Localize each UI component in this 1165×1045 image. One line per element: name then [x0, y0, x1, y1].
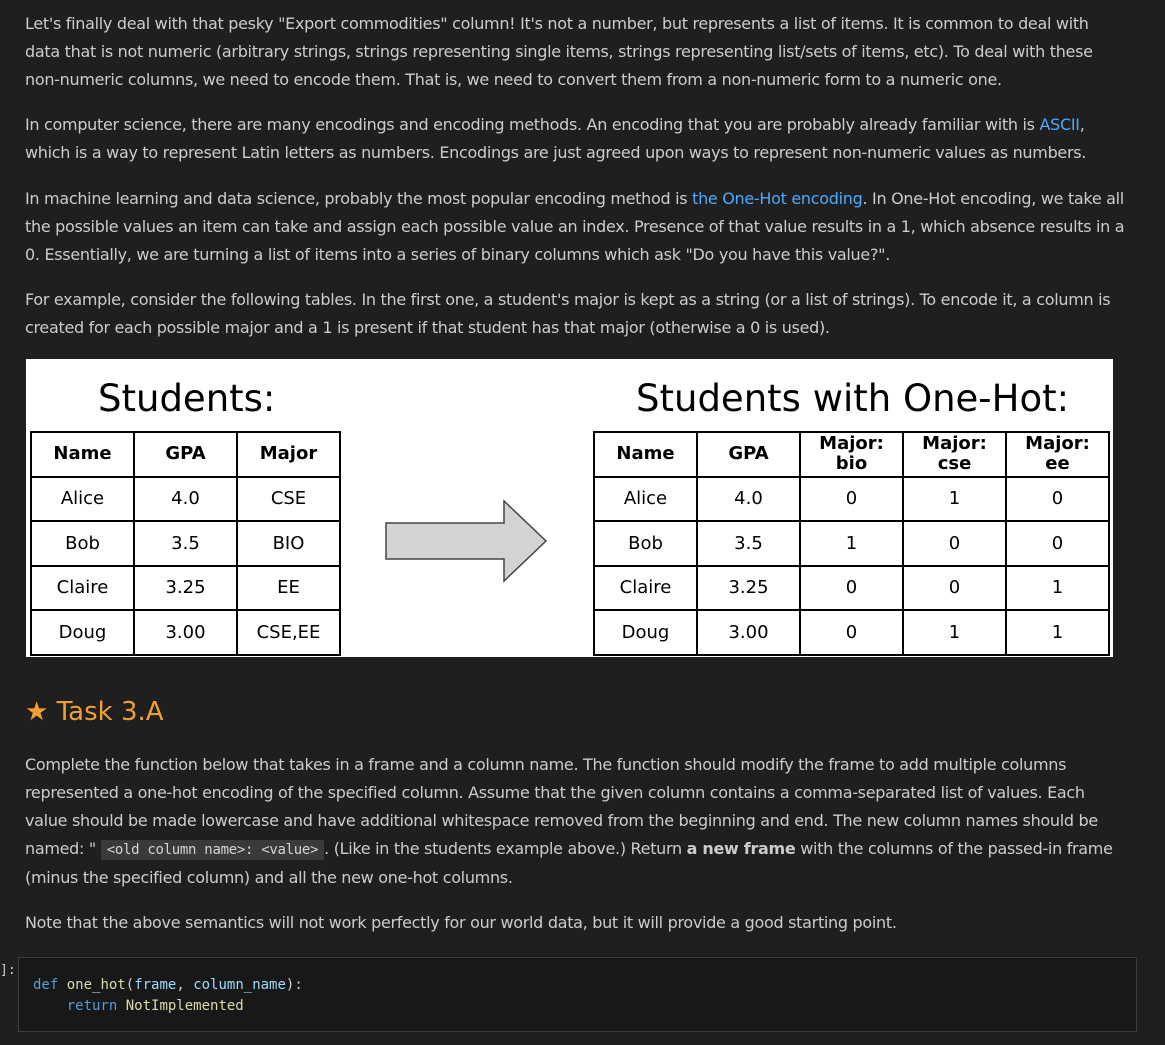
students-table-row — [31, 477, 340, 522]
paragraph-note — [25, 909, 1125, 937]
one-hot-table-header-cell: Major: ee — [1006, 432, 1109, 477]
students-table-cell: 4.0 — [134, 477, 237, 522]
students-table-row — [31, 610, 340, 655]
task-text-c: with the columns of the passed-in frame (minus the specified column) and all the new one-hot columns. — [25, 839, 1113, 887]
one-hot-table-cell: Bob — [594, 521, 697, 566]
one-hot-table-cell: 0 — [800, 610, 903, 655]
one-hot-table-header-cell: Major: bio — [800, 432, 903, 477]
one-hot-table-row — [594, 610, 1109, 655]
paragraph-example-text: For example, consider the following tables. In the first one, a student's major is kept as a string (or a list of strings). To encode it, a column is created for each possible major and a 1 is present if that student has that major (otherwise a 0 is used). — [25, 290, 1111, 337]
students-table-cell: 3.00 — [134, 610, 237, 655]
task-bold-text: a new frame — [686, 839, 796, 858]
one-hot-table-row — [594, 477, 1109, 522]
paragraph-encodings-text-b: , which is a way to represent Latin letters as numbers. Encodings are just agreed upon ways to represent non-numeric values as numbers. — [25, 115, 1087, 162]
task-text-a: Complete the function below that takes in a frame and a column name. The function should modify the frame to add multiple columns represented a one-hot encoding of the specified column. Assume that the given column contains a comma-separated list of values. Each value should be made lowercase and have additional whitespace removed from the beginning and end. The new column names should be named: " — [25, 755, 1098, 858]
code-keyword-return: return — [66, 998, 118, 1014]
students-one-hot-figure — [26, 359, 1113, 657]
students-table-cell: Claire — [31, 566, 134, 611]
students-table-cell: Doug — [31, 610, 134, 655]
one-hot-table-cell: 0 — [1006, 477, 1109, 522]
code-param-frame: frame — [134, 977, 177, 993]
cell-execution-prompt: ]: — [0, 963, 16, 978]
one-hot-table-cell: 0 — [903, 521, 1006, 566]
students-table-header-cell: Major — [237, 432, 340, 477]
students-table-cell: 3.25 — [134, 566, 237, 611]
one-hot-table-cell: 1 — [903, 610, 1006, 655]
one-hot-table-cell: 1 — [903, 477, 1006, 522]
one-hot-table-cell: 3.5 — [697, 521, 800, 566]
students-table-cell: CSE,EE — [237, 610, 340, 655]
one-hot-table-row — [594, 521, 1109, 566]
paragraph-intro — [25, 10, 1125, 94]
students-table-header-cell: GPA — [134, 432, 237, 477]
code-param-column-name: column_name — [193, 977, 286, 993]
star-icon: ★ — [25, 697, 49, 727]
students-figure-title: Students: — [98, 377, 276, 420]
one-hot-table-cell: 1 — [800, 521, 903, 566]
students-one-hot-figure-title: Students with One-Hot: — [636, 377, 1070, 420]
paragraph-encodings-text-a: In computer science, there are many encodings and encoding methods. An encoding that you are probably already familiar with is — [25, 115, 1040, 134]
one-hot-table-cell: 0 — [800, 477, 903, 522]
one-hot-table-cell: 4.0 — [697, 477, 800, 522]
column-name-format-code: <old column name>: <value> — [101, 840, 324, 860]
paragraph-note-text: Note that the above semantics will not work perfectly for our world data, but it will provide a good starting point. — [25, 913, 897, 932]
paragraph-task-description — [25, 751, 1125, 892]
one-hot-table-cell: 0 — [800, 566, 903, 611]
paragraph-one-hot — [25, 185, 1125, 269]
one-hot-table-cell: 3.25 — [697, 566, 800, 611]
paragraph-encodings — [25, 111, 1125, 167]
paragraph-one-hot-text-b: . In One-Hot encoding, we take all the possible values an item can take and assign each possible value an index. Presence of that value results in a 1, which absence results in a 0. Essentially, we are turning a list of items into a series of binary columns which ask "Do you have this value?". — [25, 189, 1125, 264]
code-function-name: one_hot — [66, 977, 126, 993]
one-hot-table-header-cell: GPA — [697, 432, 800, 477]
right-arrow-icon — [384, 499, 548, 583]
paragraph-example — [25, 286, 1125, 342]
code-return-value: NotImplemented — [125, 998, 244, 1014]
ascii-link[interactable]: ASCII — [1039, 115, 1080, 134]
students-table-cell: CSE — [237, 477, 340, 522]
students-table — [30, 431, 341, 656]
students-table-cell: 3.5 — [134, 521, 237, 566]
one-hot-table-header-cell: Major: cse — [903, 432, 1006, 477]
one-hot-table-cell: Doug — [594, 610, 697, 655]
one-hot-table-cell: 3.00 — [697, 610, 800, 655]
one-hot-table-cell: Alice — [594, 477, 697, 522]
code-comma: , — [176, 977, 194, 993]
students-table-header-cell: Name — [31, 432, 134, 477]
students-table-row — [31, 566, 340, 611]
task-heading — [25, 694, 164, 730]
code-cell-editor[interactable] — [18, 957, 1137, 1032]
students-table-cell: EE — [237, 566, 340, 611]
one-hot-table-header-row — [594, 432, 1109, 477]
students-table-cell: Alice — [31, 477, 134, 522]
one-hot-table-cell: 0 — [1006, 521, 1109, 566]
students-table-row — [31, 521, 340, 566]
code-paren-open: ( — [125, 977, 135, 993]
paragraph-intro-text: Let's finally deal with that pesky "Export commodities" column! It's not a number, but represents a list of items. It is common to deal with data that is not numeric (arbitrary strings, strings representing single items, strings representing list/sets of items, etc). To deal with these non-numeric columns, we need to encode them. That is, we need to convert them from a non-numeric form to a numeric one. — [25, 14, 1093, 89]
task-title: Task 3.A — [56, 697, 164, 727]
task-text-b: . (Like in the students example above.) Return — [324, 839, 687, 858]
code-paren-close: ): — [285, 977, 303, 993]
students-one-hot-table — [593, 431, 1110, 656]
paragraph-one-hot-text-a: In machine learning and data science, probably the most popular encoding method is — [25, 189, 693, 208]
one-hot-table-header-cell: Name — [594, 432, 697, 477]
one-hot-table-row — [594, 566, 1109, 611]
one-hot-table-cell: 1 — [1006, 610, 1109, 655]
one-hot-encoding-link[interactable]: the One-Hot encoding — [692, 189, 863, 208]
one-hot-table-cell: Claire — [594, 566, 697, 611]
students-table-header-row — [31, 432, 340, 477]
one-hot-table-cell: 1 — [1006, 566, 1109, 611]
one-hot-table-cell: 0 — [903, 566, 1006, 611]
students-table-cell: Bob — [31, 521, 134, 566]
code-keyword-def: def — [33, 977, 59, 993]
students-table-cell: BIO — [237, 521, 340, 566]
